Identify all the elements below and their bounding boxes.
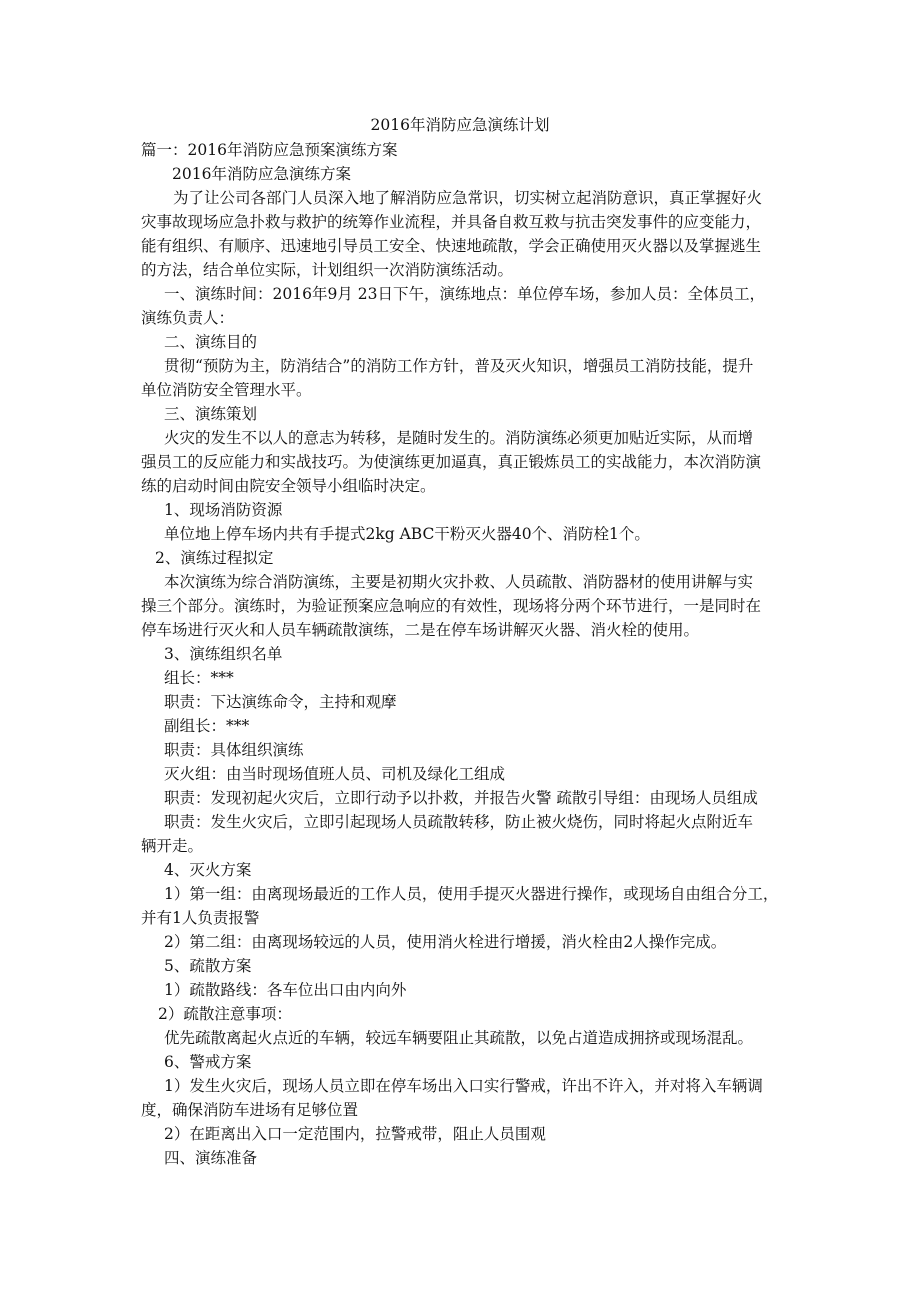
paragraph-line: 单位地上停车场内共有手提式2kg ABC干粉灭火器40个、消防栓1个。 [164,525,650,543]
paragraph-line: 1）发生火灾后，现场人员立即在停车场出入口实行警戒，许出不许入，并对将入车辆调 [164,1077,763,1095]
paragraph-line: 度，确保消防车进场有足够位置 [141,1101,359,1119]
paragraph-line: 贯彻“预防为主，防消结合”的消防工作方针，普及灭火知识，增强员工消防技能，提升 [164,357,754,375]
section-heading: 二、演练目的 [164,333,258,351]
paragraph-line: 优先疏散离起火点近的车辆，较远车辆要阻止其疏散，以免占道造成拥挤或现场混乱。 [164,1029,754,1047]
section-heading: 四、演练准备 [164,1149,258,1167]
paragraph-line: 停车场进行灭火和人员车辆疏散演练，二是在停车场讲解灭火器、消火栓的使用。 [141,621,700,639]
paragraph-line: 1）第一组：由离现场最近的工作人员，使用手提灭火器进行操作，或现场自由组合分工， [164,885,779,903]
paragraph-line: 本次演练为综合消防演练，主要是初期火灾扑救、人员疏散、消防器材的使用讲解与实 [164,573,754,591]
paragraph-line: 灾事故现场应急扑救与救护的统筹作业流程，并具备自救互救与抗击突发事件的应变能力， [141,213,762,231]
subsection-heading: 1、现场消防资源 [164,501,283,519]
paragraph-line: 组长：*** [164,669,234,687]
paragraph-line: 一、演练时间：2016年9月 23日下午，演练地点：单位停车场，参加人员：全体员工， [164,285,765,303]
paragraph-line: 练的启动时间由院安全领导小组临时决定。 [141,477,436,495]
paragraph-line: 辆开走。 [141,837,204,855]
paragraph-line: 职责：下达演练命令，主持和观摩 [164,693,397,711]
section-heading: 篇一：2016年消防应急预案演练方案 [141,141,398,159]
paragraph-line: 的方法，结合单位实际，计划组织一次消防演练活动。 [141,261,514,279]
paragraph-line: 演练负责人： [141,309,235,327]
paragraph-line: 操三个部分。演练时，为验证预案应急响应的有效性，现场将分两个环节进行，一是同时在 [141,597,762,615]
paragraph-line: 单位消防安全管理水平。 [141,381,312,399]
paragraph-line: 为了让公司各部门人员深入地了解消防应急常识，切实树立起消防意识，真正掌握好火 [173,189,763,207]
paragraph-line: 能有组织、有顺序、迅速地引导员工安全、快速地疏散，学会正确使用灭火器以及掌握逃生 [141,237,762,255]
paragraph-line: 职责：具体组织演练 [164,741,304,759]
subsection-heading: 4、灭火方案 [164,861,252,879]
paragraph-line: 职责：发生火灾后，立即引起现场人员疏散转移，防止被火烧伤，同时将起火点附近车 [164,813,754,831]
subtitle: 2016年消防应急演练方案 [172,165,351,183]
paragraph-line: 并有1人负责报警 [141,909,260,927]
subsection-heading: 5、疏散方案 [164,957,252,975]
subsection-heading: 6、警戒方案 [164,1053,252,1071]
paragraph-line: 职责：发现初起火灾后，立即行动予以扑救，并报告火警 疏散引导组：由现场人员组成 [164,789,758,807]
subsection-heading: 2、演练过程拟定 [155,549,274,567]
section-heading: 三、演练策划 [164,405,258,423]
paragraph-line: 强员工的反应能力和实战技巧。为使演练更加逼真，真正锻炼员工的实战能力，本次消防演 [141,453,762,471]
paragraph-line: 2）在距离出入口一定范围内，拉警戒带，阻止人员围观 [164,1125,546,1143]
paragraph-line: 2）疏散注意事项： [158,1005,292,1023]
paragraph-line: 1）疏散路线：各车位出口由内向外 [164,981,407,999]
paragraph-line: 2）第二组：由离现场较远的人员，使用消火栓进行增援，消火栓由2人操作完成。 [164,933,727,951]
paragraph-line: 灭火组：由当时现场值班人员、司机及绿化工组成 [164,765,506,783]
document-title: 2016年消防应急演练计划 [370,116,550,134]
paragraph-line: 火灾的发生不以人的意志为转移，是随时发生的。消防演练必须更加贴近实际，从而增 [164,429,754,447]
paragraph-line: 副组长：*** [164,717,250,735]
subsection-heading: 3、演练组织名单 [164,645,283,663]
